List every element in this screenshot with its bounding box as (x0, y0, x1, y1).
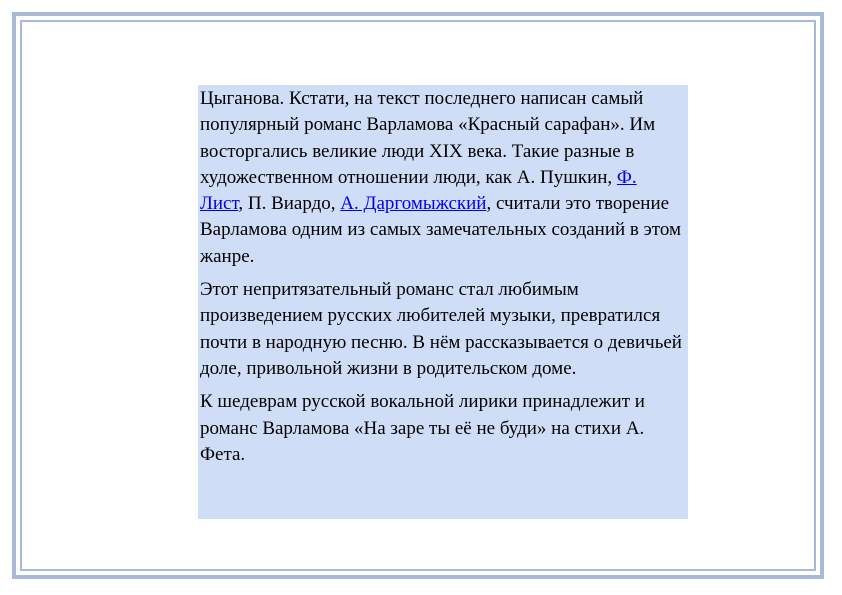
paragraph-3: К шедеврам русской вокальной лирики принадлежит и романс Варламова «На заре ты её не буди» на стихи А. Фета. (200, 391, 645, 465)
paragraph-1-text-end: , считали это творение Варламова одним из самых замечательных созданий в этом жанре. (200, 193, 682, 267)
link-a-dargomyzhsky[interactable]: А. Даргомыжский (340, 193, 487, 215)
link-f-list[interactable]: Ф. Лист (200, 166, 637, 215)
text-box (198, 85, 688, 519)
paragraph-1-text-start: Цыганова. Кстати, на текст последнего написан самый популярный романс Варламова «Красный сарафан». Им восторгались великие люди XIX века. Такие разные в художественном отношении люди, как А. Пушкин, (200, 88, 656, 188)
paragraph-2: Этот непритязательный романс стал любимым произведением русских любителей музыки, превратился почти в народную песню. В нём рассказывается о девичьей доле, привольной жизни в родительском доме. (200, 279, 682, 379)
paragraph-1-text-middle: , П. Виардо, (238, 193, 341, 215)
paragraph-1 (200, 86, 684, 270)
